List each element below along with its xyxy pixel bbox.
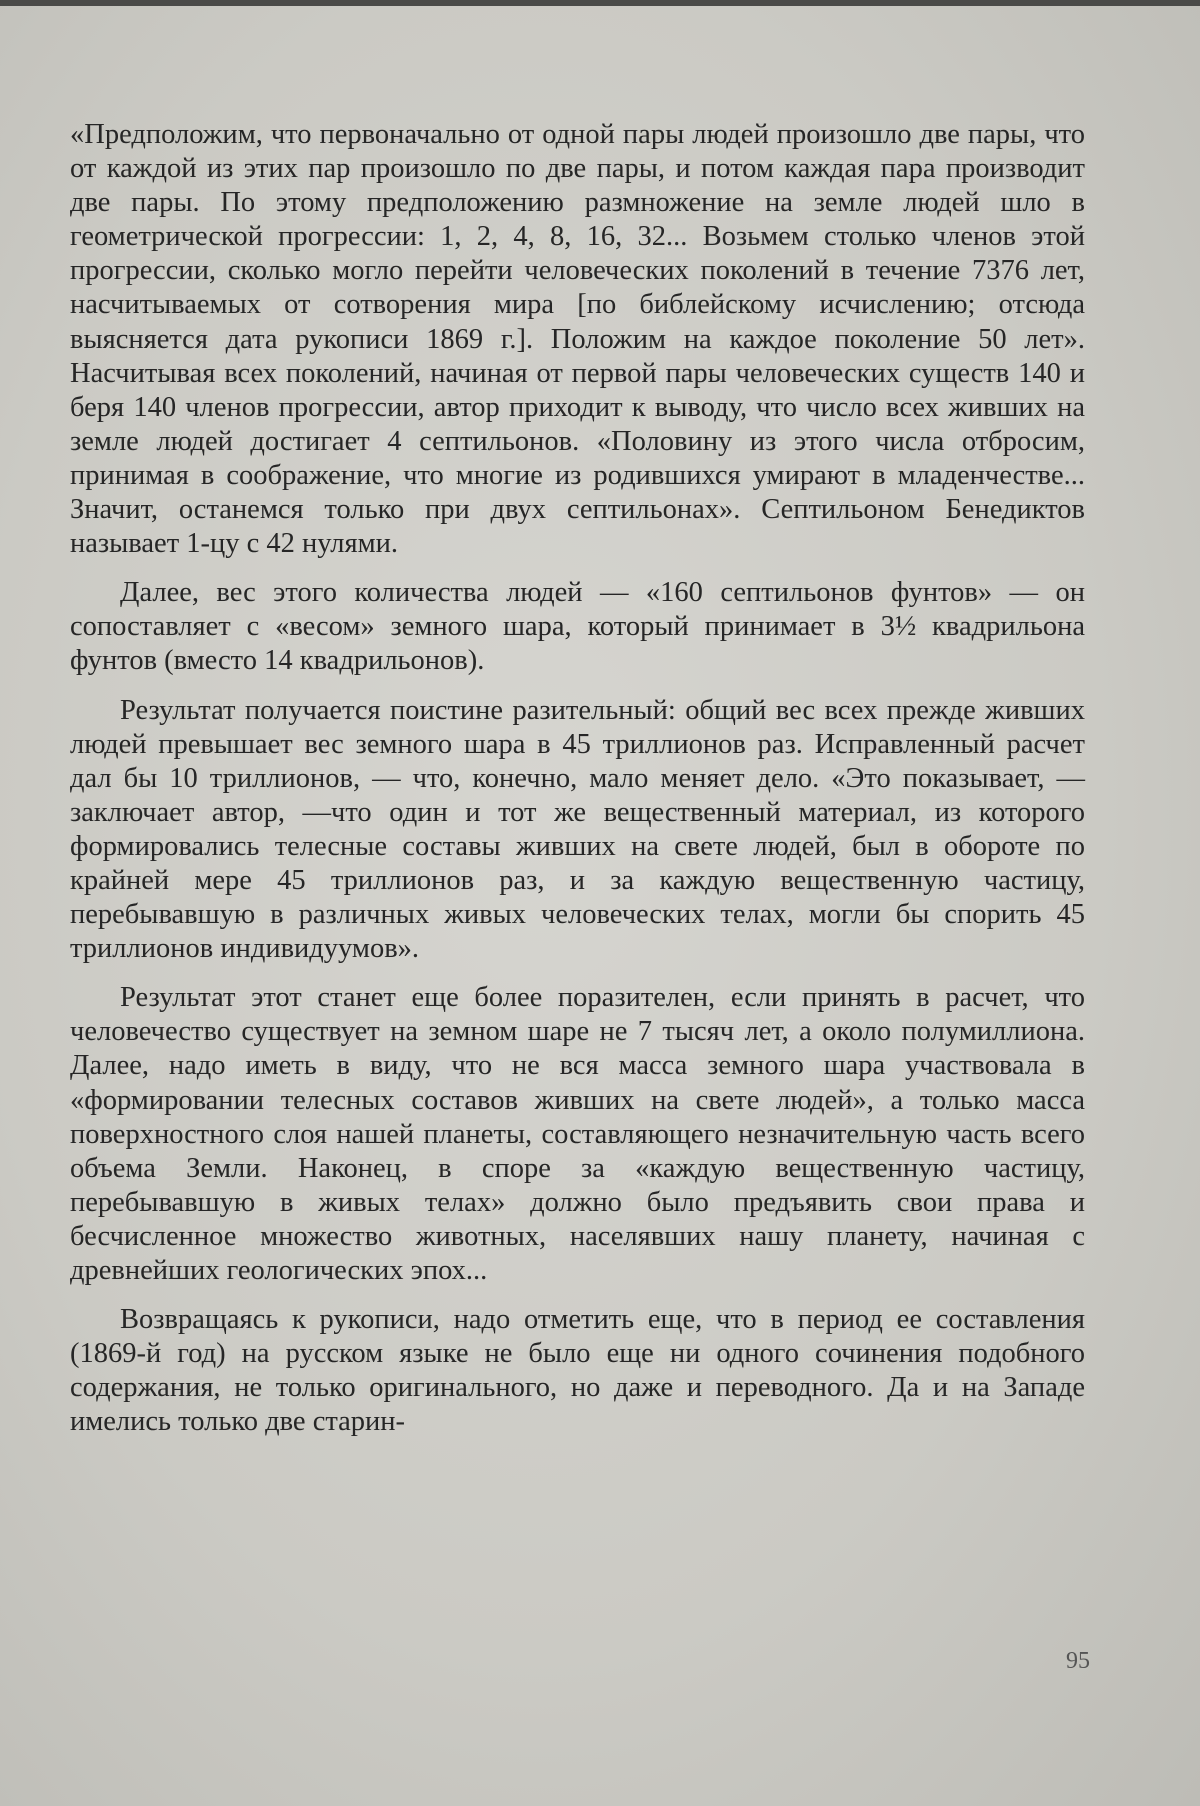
page-top-edge [0,0,1200,6]
paragraph-3: Результат получается поистине разительный: общий вес всех прежде живших людей превышает вес земного шара в 45 триллионов раз. Исправленный расчет дал бы 10 триллионов, — что, конечно, мало меняет дело. «Это показывает, — заключает автор, —что один и тот же вещественный материал, из которого формировались телесные составы живших на свете людей, был в обороте по крайней мере 45 триллионов раз, и за каждую вещественную частицу, перебывавшую в различных живых человеческих телах, могли бы спорить 45 триллионов индивидуумов». [70,694,1085,965]
paragraph-1: «Предположим, что первоначально от одной пары людей произошло две пары, что от каждой из этих пар произошло по две пары, и потом каждая пара производит две пары. По этому предположению размножение на земле людей шло в геометрической прогрессии: 1, 2, 4, 8, 16, 32... Возьмем столько членов этой прогрессии, сколько могло перейти человеческих поколений в течение 7376 лет, насчитываемых от сотворения мира [по библейскому исчислению; отсюда выясняется дата рукописи 1869 г.]. Положим на каждое поколение 50 лет». Насчитывая всех поколений, начиная от первой пары человеческих существ 140 и беря 140 членов прогрессии, автор приходит к выводу, что число всех живших на земле людей достигает 4 септильонов. «Половину из этого числа отбросим, принимая в соображение, что многие из родившихся умирают в младенчестве... Значит, останемся только при двух септильонах». Септильоном Бенедиктов называет 1-цу с 42 нулями. [70,119,1085,560]
body-text [70,118,1085,1439]
paragraph-2: Далее, вес этого количества людей — «160 септильонов фунтов» — он сопоставляет с «весом» земного шара, который принимает в 3½ квадрильона фунтов (вместо 14 квадрильонов). [70,577,1085,677]
paragraph-5: Возвращаясь к рукописи, надо отметить еще, что в период ее составления (1869-й год) на русском языке не было еще ни одного сочинения подобного содержания, не только оригинального, но даже и переводного. Да и на Западе имелись только две старин- [70,1304,1085,1438]
paragraph-4: Результат этот станет еще более поразителен, если принять в расчет, что человечество существует на земном шаре не 7 тысяч лет, а около полумиллиона. Далее, надо иметь в виду, что не вся масса земного шара участвовала в «формировании телесных составов живших на свете людей», а только масса поверхностного слоя нашей планеты, составляющего незначительную часть всего объема Земли. Наконец, в споре за «каждую вещественную частицу, перебывавшую в живых телах» должно было предъявить свои права и бесчисленное множество животных, населявших нашу планету, начиная с древнейших геологических эпох... [70,982,1085,1286]
page-number: 95 [1066,1648,1090,1674]
